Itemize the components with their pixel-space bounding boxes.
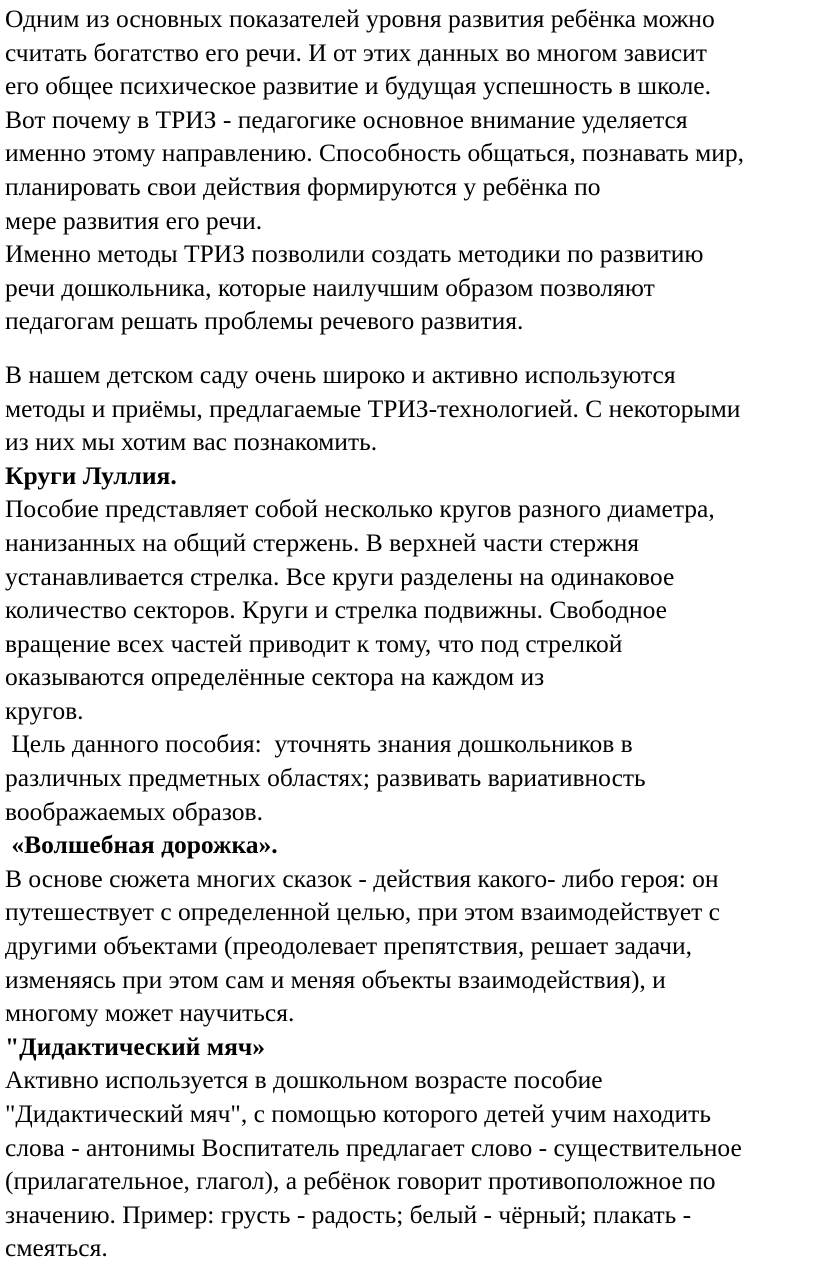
text-line: оказываются определённые сектора на каждом из xyxy=(5,662,545,692)
text-line: устанавливается стрелка. Все круги разделены на одинаковое xyxy=(5,561,675,591)
section-heading-lullius-circles xyxy=(5,459,813,493)
section-heading-didactic-ball xyxy=(5,1030,813,1064)
text-line: Активно используется в дошкольном возрасте пособие xyxy=(5,1065,603,1095)
text-line: Одним из основных показателей уровня развития ребёнка можно xyxy=(5,4,715,33)
text-line: различных предметных областях; развивать вариативность xyxy=(5,763,646,793)
text-line: Вот почему в ТРИЗ - педагогике основное внимание уделяется xyxy=(5,104,688,134)
section-heading: "Дидактический мяч» xyxy=(5,1031,266,1061)
section-paragraph xyxy=(5,862,813,1030)
text-line: Пособие представляет собой несколько кругов разного диаметра, xyxy=(5,494,715,524)
kindergarten-paragraph xyxy=(5,358,813,459)
text-line: Именно методы ТРИЗ позволили создать методики по развитию xyxy=(5,239,704,269)
text-line: В основе сюжета многих сказок - действия какого- либо героя: он xyxy=(5,863,719,893)
text-line: педагогам решать проблемы речевого развития. xyxy=(5,306,524,336)
text-line: воображаемых образов. xyxy=(5,796,263,826)
text-line: количество секторов. Круги и стрелка подвижны. Свободное xyxy=(5,595,667,625)
text-line: из них мы хотим вас познакомить. xyxy=(5,427,378,457)
text-line: другими объектами (преодолевает препятствия, решает задачи, xyxy=(5,931,693,961)
text-line: Цель данного пособия: уточнять знания дошкольников в xyxy=(5,729,633,759)
text-line: считать богатство его речи. И от этих данных во многом зависит xyxy=(5,37,707,67)
section-paragraph xyxy=(5,492,813,727)
section-heading-magic-path xyxy=(5,828,813,862)
text-line: "Дидактический мяч", с помощью которого детей учим находить xyxy=(5,1099,711,1128)
text-line: кругов. xyxy=(5,695,84,725)
section-heading: Круги Луллия. xyxy=(5,460,177,490)
text-line: мере развития его речи. xyxy=(5,205,263,235)
text-line: многому может научиться. xyxy=(5,998,295,1028)
document-page xyxy=(5,2,813,1265)
section-paragraph xyxy=(5,727,813,828)
section-heading: «Волшебная дорожка». xyxy=(5,830,278,860)
text-line: именно этому направлению. Способность общаться, познавать мир, xyxy=(5,138,745,168)
text-line: В нашем детском саду очень широко и активно используются xyxy=(5,359,676,389)
text-line: (прилагательное, глагол), а ребёнок говорит противоположное по xyxy=(5,1166,716,1196)
paragraph-spacer xyxy=(5,338,813,358)
text-line: нанизанных на общий стержень. В верхней части стержня xyxy=(5,527,639,557)
text-line: смеяться. xyxy=(5,1233,108,1263)
text-line: значению. Пример: грусть - радость; белый - чёрный; плакать - xyxy=(5,1199,692,1229)
text-line: речи дошкольника, которые наилучшим образом позволяют xyxy=(5,272,655,302)
text-line: планировать свои действия формируются у ребёнка по xyxy=(5,171,601,201)
text-line: его общее психическое развитие и будущая успешность в школе. xyxy=(5,71,711,101)
text-line: изменяясь при этом сам и меняя объекты взаимодействия), и xyxy=(5,964,666,994)
section-paragraph xyxy=(5,1063,813,1265)
text-line: слова - антонимы Воспитатель предлагает слово - существительное xyxy=(5,1132,742,1162)
text-line: вращение всех частей приводит к тому, что под стрелкой xyxy=(5,628,623,658)
intro-paragraph xyxy=(5,2,813,338)
text-line: методы и приёмы, предлагаемые ТРИЗ-технологией. С некоторыми xyxy=(5,393,741,423)
text-line: путешествует с определенной целью, при этом взаимодействует с xyxy=(5,897,720,927)
